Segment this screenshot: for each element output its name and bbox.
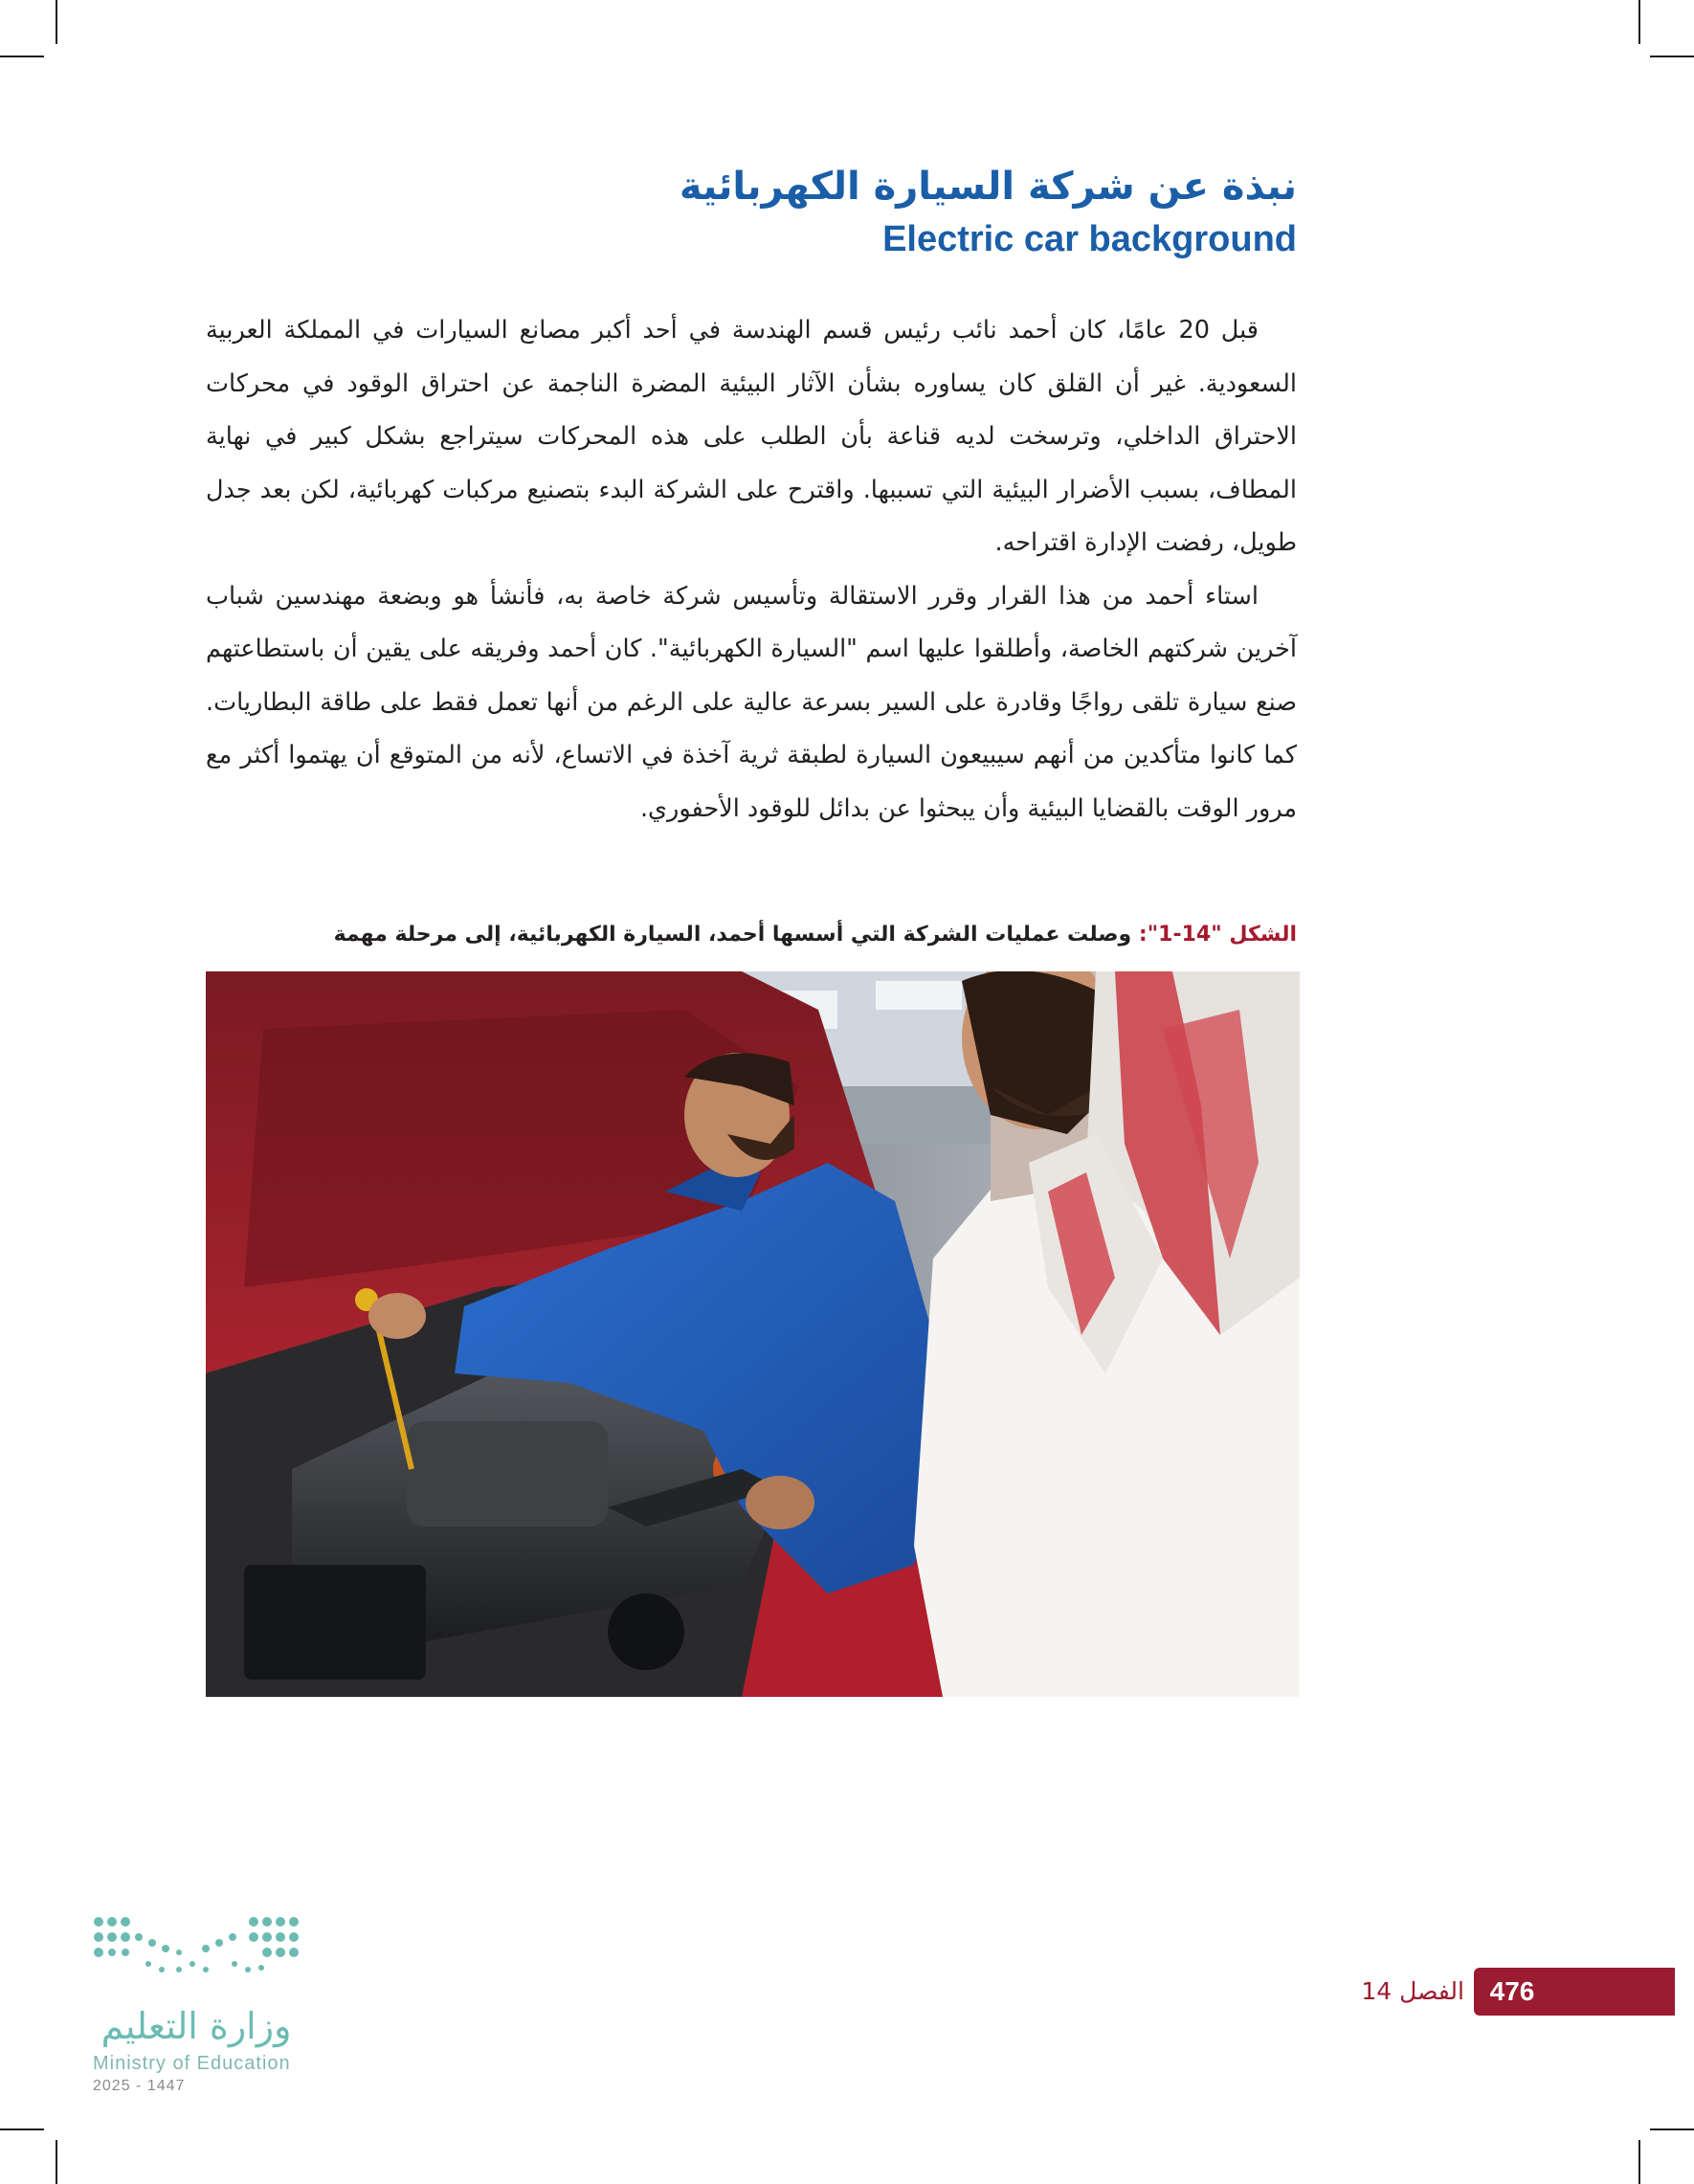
crop-mark — [1638, 0, 1640, 44]
section-heading — [435, 158, 1297, 263]
crop-mark — [0, 56, 44, 57]
figure-photo — [206, 971, 1300, 1697]
ministry-name-english: Ministry of Education — [93, 2053, 291, 2074]
crop-mark — [0, 2128, 44, 2130]
body-text — [206, 304, 1297, 836]
section-title-english: Electric car background — [882, 219, 1297, 259]
section-title-arabic: نبذة عن شركة السيارة الكهربائية — [679, 165, 1297, 209]
crop-mark — [1638, 2140, 1640, 2184]
ministry-year: 2025 - 1447 — [93, 2078, 186, 2094]
figure-caption-text: وصلت عمليات الشركة التي أسسها أحمد، السيارة الكهربائية، إلى مرحلة مهمة — [333, 923, 1132, 947]
page-number: 476 — [1489, 1976, 1535, 2006]
crop-mark — [56, 0, 57, 44]
crop-mark — [1650, 56, 1694, 57]
figure-caption — [206, 914, 1297, 956]
ministry-logo — [91, 1914, 321, 2094]
ministry-name-arabic: وزارة التعليم — [100, 2005, 292, 2047]
crop-mark — [1650, 2128, 1694, 2130]
logo-dots-icon — [91, 1914, 306, 2000]
paragraph-2: استاء أحمد من هذا القرار وقرر الاستقالة وتأسيس شركة خاصة به، فأنشأ هو وبضعة مهندسين شباب آخرين شركتهم الخاصة، وأطلقوا عليها اسم "السيارة الكهربائية". كان أحمد وفريقه على يقين أن باستطاعتهم صنع سيارة تلقى رواجًا وقادرة على السير بسرعة عالية على الرغم من أنها تعمل فقط على طاقة البطاريات. كما كانوا متأكدين من أنهم سيبيعون السيارة لطبقة ثرية آخذة في الاتساع، لأنه من المتوقع أن يهتموا أكثر مع مرور الوقت بالقضايا البيئية وأن يبحثوا عن بدائل للوقود الأحفوري. — [206, 581, 1297, 823]
chapter-label: الفصل 14 — [1361, 1977, 1464, 2005]
figure-label: الشكل "14-1": — [1138, 923, 1297, 947]
crop-mark — [56, 2140, 57, 2184]
paragraph-1: قبل 20 عامًا، كان أحمد نائب رئيس قسم الهندسة في أحد أكبر مصانع السيارات في المملكة العربية السعودية. غير أن القلق كان يساوره بشأن الآثار البيئية المضرة الناجمة عن احتراق الوقود في محركات الاحتراق الداخلي، وترسخت لديه قناعة بأن الطلب على هذه المحركات سيتراجع بشكل كبير في نهاية المطاف، بسبب الأضرار البيئية التي تسببها. واقترح على الشركة البدء بتصنيع مركبات كهربائية، لكن بعد جدل طويل، رفضت الإدارة اقتراحه. — [206, 316, 1297, 557]
